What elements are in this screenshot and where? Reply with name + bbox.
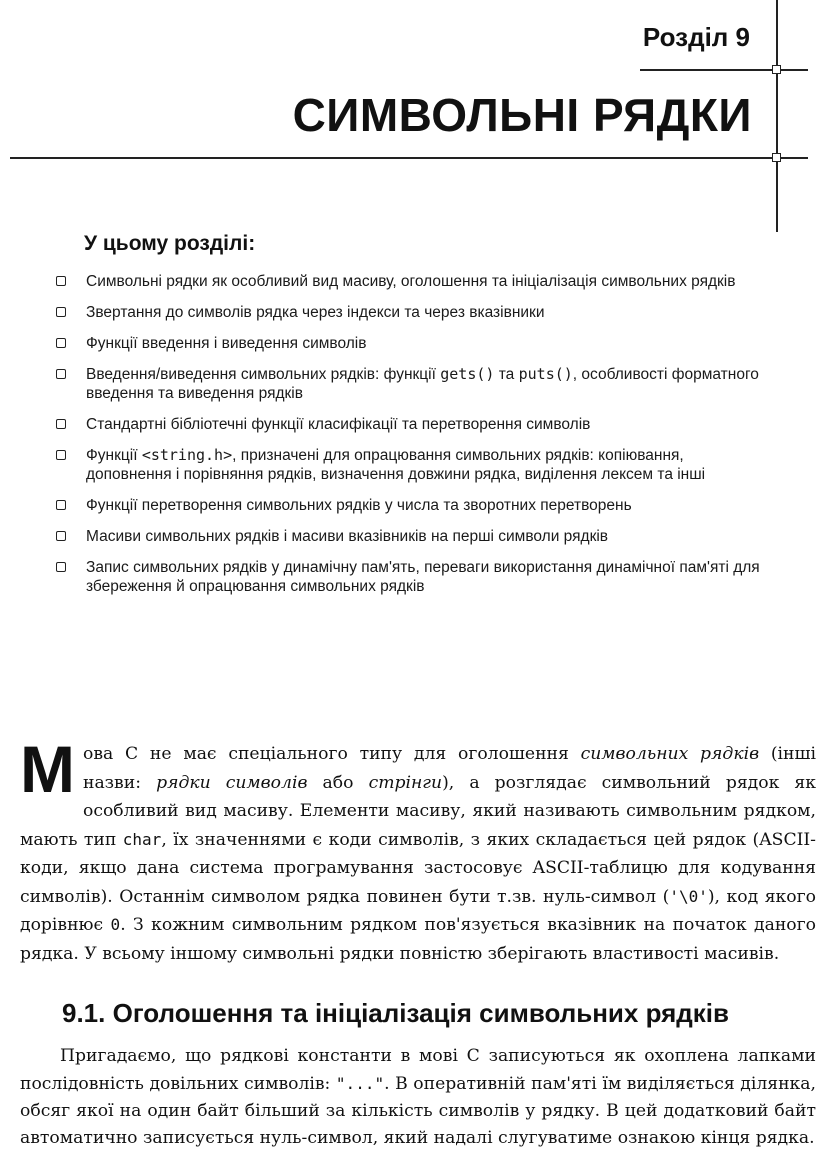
- toc-item: Стандартні бібліотечні функції класифікації та перетворення символів: [54, 415, 764, 434]
- toc-item: Звертання до символів рядка через індекси та через вказівники: [54, 303, 764, 322]
- section-paragraph: Пригадаємо, що рядкові константи в мові С записуються як охоплена лапками послідовність довільних символів: "...". В оперативній пам'яті їм виділяється ділянка, обсяг якої на один байт більший за кількість символів у рядку. В цей додатковий байт автоматично записується нуль-символ, який надалі слугуватиме ознакою кінця рядка.: [20, 1046, 816, 1148]
- toc-item: Функції <string.h>, призначені для опрацювання символьних рядків: копіювання, доповнення і порівняння рядків, визначення довжини рядка, виділення лексем та інші: [54, 446, 764, 484]
- header-rule-vertical: [776, 0, 778, 232]
- intro-paragraph: Мова С не має спеціального типу для оголошення символьних рядків (інші назви: рядки символів або стрінги), а розглядає символьний рядок як особливий вид масиву. Елементи масиву, який називають символьним рядком, мають тип char, їх значеннями є коди символів, з яких складається цей рядок (ASCII-коди, якщо дана система програмування застосовує ASCII-таблицю для кодування символів). Останнім символом рядка повинен бути т.зв. нуль-символ ('\0'), код якого дорівнює 0. З кожним символьним рядком пов'язується вказівник на початок даного рядка. У всьому іншому символьні рядки повністю зберігають властивості масивів.: [20, 732, 816, 964]
- checkbox-bullet-icon: [56, 450, 66, 460]
- header-marker-bottom: [772, 153, 781, 162]
- toc-item: Символьні рядки як особливий вид масиву, оголошення та ініціалізація символьних рядків: [54, 272, 764, 291]
- toc-item: Масиви символьних рядків і масиви вказівників на перші символи рядків: [54, 527, 764, 546]
- checkbox-bullet-icon: [56, 531, 66, 541]
- toc-item: Запис символьних рядків у динамічну пам'ять, переваги використання динамічної пам'яті для збереження й опрацювання символьних рядків: [54, 558, 764, 596]
- checkbox-bullet-icon: [56, 419, 66, 429]
- chapter-label: Розділ 9: [642, 22, 750, 52]
- checkbox-bullet-icon: [56, 562, 66, 572]
- header-rule-top: [640, 69, 808, 71]
- checkbox-bullet-icon: [56, 500, 66, 510]
- checkbox-bullet-icon: [56, 307, 66, 317]
- header-marker-top: [772, 65, 781, 74]
- section-heading: 9.1. Оголошення та ініціалізація символьних рядків: [62, 998, 729, 1028]
- checkbox-bullet-icon: [56, 276, 66, 286]
- toc-heading: У цьому розділі:: [84, 232, 256, 255]
- toc-list: [54, 272, 764, 608]
- chapter-title: СИМВОЛЬНІ РЯДКИ: [292, 89, 752, 141]
- toc-item: Функції введення і виведення символів: [54, 334, 764, 353]
- checkbox-bullet-icon: [56, 369, 66, 379]
- header-rule-bottom: [10, 157, 808, 159]
- checkbox-bullet-icon: [56, 338, 66, 348]
- toc-item: Функції перетворення символьних рядків у числа та зворотних перетворень: [54, 496, 764, 515]
- toc-item: Введення/виведення символьних рядків: функції gets() та puts(), особливості форматного введення та виведення рядків: [54, 365, 764, 403]
- drop-cap: М: [20, 732, 75, 806]
